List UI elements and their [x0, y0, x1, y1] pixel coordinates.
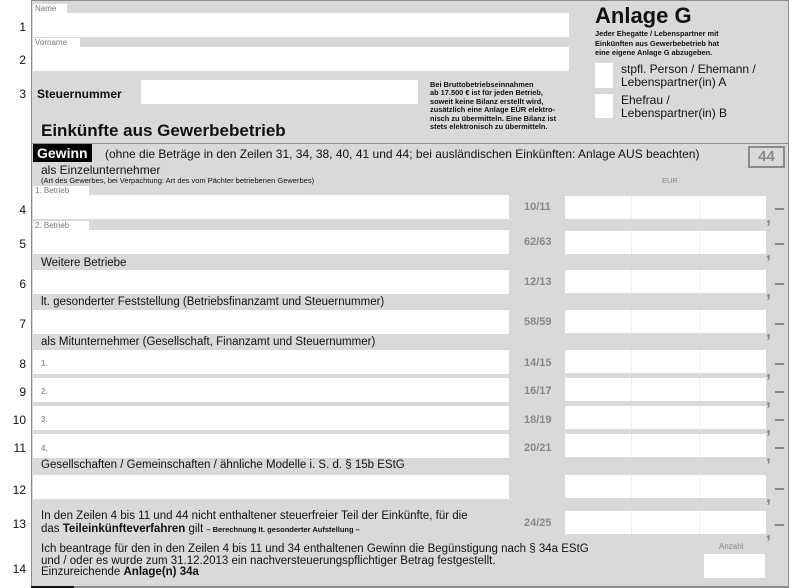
person-b-checkbox[interactable] [595, 94, 613, 118]
line-number-3: 3 [19, 87, 26, 101]
einzelunternehmer-subnote: (Art des Gewerbes, bei Verpachtung: Art des vom Pächter betriebenen Gewerbes) [41, 176, 315, 185]
mitunternehmer-1-field[interactable] [33, 350, 509, 374]
kz-20-21: 20/21 [524, 442, 552, 454]
dash-line-10 [775, 419, 784, 421]
mitunternehmer-3-field[interactable] [33, 406, 509, 430]
comma-line-5: , [766, 242, 772, 262]
line-number-1: 1 [19, 20, 26, 34]
name-field[interactable] [33, 13, 569, 37]
mitunternehmer-2-field[interactable] [33, 378, 509, 402]
form-title: Anlage G [595, 3, 692, 28]
line-number-14: 14 [12, 562, 26, 576]
steuernummer-label: Steuernummer [37, 87, 122, 101]
person-b-label: Ehefrau / Lebenspartner(in) B [621, 93, 728, 120]
dash-line-4 [775, 208, 784, 210]
dash-line-13 [775, 524, 784, 526]
kz-12-13: 12/13 [524, 276, 552, 288]
amount-field-line-11[interactable] [565, 434, 766, 457]
betrieb2-label: 2. Betrieb [33, 221, 89, 230]
anzahl-label: Anzahl [719, 542, 744, 551]
person-a-label: stpfl. Person / Ehemann / Lebenspartner(in) A [621, 62, 756, 89]
line-number-10: 10 [12, 413, 26, 427]
vorname-label: Vorname [33, 38, 80, 47]
gewinn-note: (ohne die Beträge in den Zeilen 31, 34, 38, 40, 41 und 44; bei ausländischen Einkünften: Anlage AUS beachten) [105, 147, 700, 161]
comma-line-11: , [766, 445, 772, 465]
dash-line-7 [775, 323, 784, 325]
mitunternehmer-heading: als Mitunternehmer (Gesellschaft, Finanzamt und Steuernummer) [41, 336, 376, 348]
kz-24-25: 24/25 [524, 517, 552, 529]
line-number-2: 2 [19, 53, 26, 67]
amount-field-line-6[interactable] [565, 270, 766, 293]
15b-field[interactable] [33, 475, 509, 499]
betrieb2-field[interactable] [33, 230, 509, 254]
comma-line-7: , [766, 321, 772, 341]
dash-line-5 [775, 243, 784, 245]
kz-14-15: 14/15 [524, 357, 552, 369]
anzahl-field[interactable] [704, 554, 765, 578]
dash-line-8 [775, 363, 784, 365]
mitunternehmer-1-prefix: 1. [41, 359, 48, 368]
betrieb1-label: 1. Betrieb [33, 186, 89, 195]
bruttobetriebseinnahmen-notice: Bei Bruttobetriebseinnahmen ab 17.500 € ist für jeden Betrieb, soweit keine Bilanz erstellt wird, zusätzlich eine Anlage EÜR elektro- nisch zu übermitteln. Eine Bilanz ist stets elektronisch zu übermitteln. [430, 80, 557, 132]
vorname-field[interactable] [33, 47, 569, 71]
line-number-6: 6 [19, 277, 26, 291]
34a-text: Ich beantrage für den in den Zeilen 4 bis 11 und 34 enthaltenen Gewinn die Begünstigung nach § 34a EStG und / oder es wurde zum 31.12.2013 ein nachversteuerungspflichtiger Betrag festgestellt. Einzureichende Anlage(n) 34a [41, 543, 589, 578]
kz-62-63: 62/63 [524, 236, 552, 248]
vorname-label-strip [33, 38, 569, 47]
kz-58-59: 58/59 [524, 316, 552, 328]
person-a-checkbox[interactable] [595, 63, 613, 88]
amount-field-line-10[interactable] [565, 406, 766, 429]
mitunternehmer-4-field[interactable] [33, 434, 509, 458]
form-subtitle-note: Jeder Ehegatte / Lebenspartner mit Einkünften aus Gewerbebetrieb hat eine eigene Anlage G abzugeben. [595, 29, 720, 57]
dash-line-9 [775, 391, 784, 393]
amount-field-line-12[interactable] [565, 475, 766, 498]
betrieb1-label-strip [33, 186, 509, 195]
comma-line-6: , [766, 281, 772, 301]
line-number-12: 12 [12, 483, 26, 497]
feststellung-heading: lt. gesonderter Feststellung (Betriebsfinanzamt und Steuernummer) [41, 296, 385, 308]
amount-field-line-8[interactable] [565, 350, 766, 373]
steuernummer-field[interactable] [141, 80, 418, 104]
gewinn-top-rule [32, 143, 789, 144]
dash-line-12 [775, 488, 784, 490]
amount-field-line-9[interactable] [565, 378, 766, 401]
line-number-13: 13 [12, 517, 26, 531]
einzelunternehmer-heading: als Einzelunternehmer [41, 163, 161, 177]
mitunternehmer-4-prefix: 4. [41, 444, 48, 453]
amount-field-line-5[interactable] [565, 231, 766, 254]
teileinkuenfte-text: In den Zeilen 4 bis 11 und 44 nicht enthaltener steuerfreier Teil der Einkünfte, für die das Teileinkünfteverfahren gilt – Berechnung lt. gesonderter Aufstellung – [41, 510, 468, 535]
line-number-4: 4 [19, 203, 26, 217]
weitere-betriebe-field[interactable] [33, 270, 509, 294]
kz-16-17: 16/17 [524, 385, 552, 397]
line-number-9: 9 [19, 385, 26, 399]
line-number-8: 8 [19, 357, 26, 371]
line-number-7: 7 [19, 317, 26, 331]
15b-heading: Gesellschaften / Gemeinschaften / ähnliche Modelle i. S. d. § 15b EStG [41, 459, 405, 471]
kz-18-19: 18/19 [524, 414, 552, 426]
line-number-11: 11 [13, 441, 26, 455]
mitunternehmer-2-prefix: 2. [41, 387, 48, 396]
dash-line-6 [775, 283, 784, 285]
comma-line-8: , [766, 361, 772, 381]
name-label-strip [33, 4, 569, 13]
comma-line-12: , [766, 486, 772, 506]
amount-field-line-4[interactable] [565, 196, 766, 219]
betrieb2-label-strip [33, 221, 509, 230]
comma-line-13: , [766, 522, 772, 542]
dash-line-11 [775, 447, 784, 449]
amount-field-line-7[interactable] [565, 310, 766, 333]
mitunternehmer-3-prefix: 3. [41, 415, 48, 424]
kz-10-11: 10/11 [524, 201, 551, 213]
comma-line-9: , [766, 389, 772, 409]
betrieb1-field[interactable] [33, 195, 509, 219]
page-number-badge: 44 [748, 146, 785, 168]
section-heading: Einkünfte aus Gewerbebetrieb [41, 121, 286, 140]
line-number-5: 5 [19, 237, 26, 251]
weitere-betriebe-heading: Weitere Betriebe [41, 257, 127, 269]
comma-line-10: , [766, 417, 772, 437]
feststellung-field[interactable] [33, 310, 509, 334]
comma-line-4: , [766, 207, 772, 227]
amount-field-line-13[interactable] [565, 511, 766, 534]
currency-label: EUR [662, 176, 678, 185]
name-label: Name [33, 4, 67, 13]
gewinn-badge: Gewinn [33, 144, 92, 162]
